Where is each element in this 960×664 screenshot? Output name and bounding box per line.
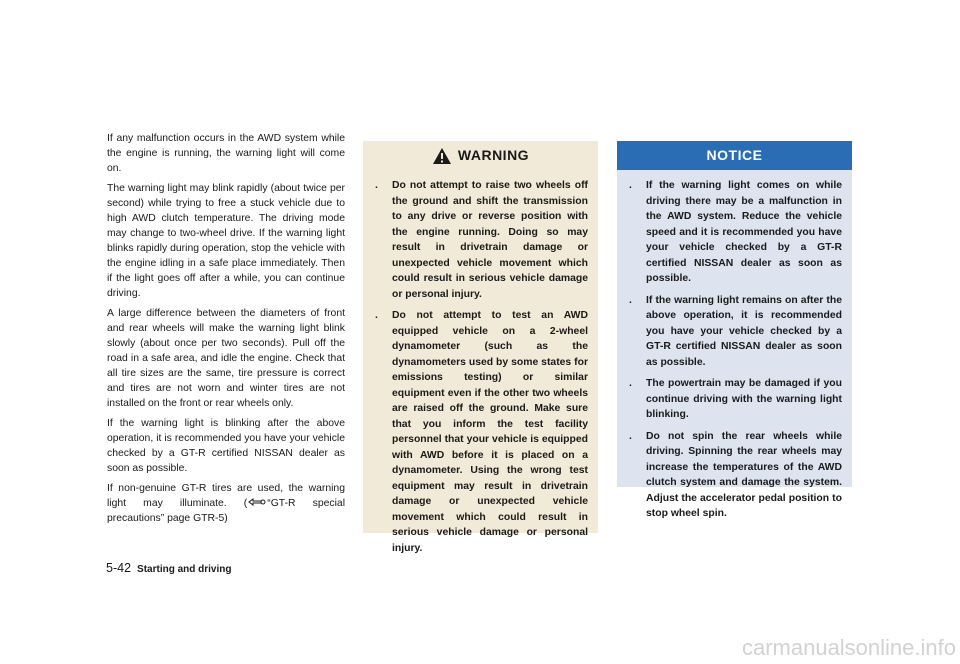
notice-title: NOTICE: [706, 146, 763, 163]
watermark: carmanualsonline.info: [741, 635, 956, 660]
body-text-column: [107, 131, 345, 531]
paragraph-malfunction: If any malfunction occurs in the AWD system while the engine is running, the warning light will come on.: [107, 133, 345, 174]
notice-box: [617, 141, 852, 519]
notice-header: [617, 141, 852, 170]
warning-item: [373, 308, 588, 556]
page-footer: [106, 561, 231, 575]
warning-item: [373, 178, 588, 302]
notice-item-text: Do not spin the rear wheels while driving. Spinning the rear wheels may increase the temperatures of the AWD clutch system and damage the system. Adjust the accelerator pedal position to stop wheel spin.: [646, 430, 842, 519]
notice-item-text: If the warning light comes on while driving there may be a malfunction in the AWD system. Reduce the vehicle speed and it is recommended you have your vehicle checked by a GT-R certified NISSAN dealer as soon as possible.: [646, 180, 842, 284]
paragraph-non-genuine-tires-text: If non-genuine GT-R tires are used, the warning light may illuminate. (: [107, 483, 345, 509]
section-title: Starting and driving: [137, 564, 232, 575]
warning-item-text: Do not attempt to test an AWD equipped vehicle on a 2-wheel dynamometer (such as the dynamometers used by some states for emissions testing) or similar equipment even if the other two wheels are raised off the ground. Make sure that you inform the test facility personnel that your vehicle is equipped with AWD before it is placed on a dynamometer. Using the wrong test equipment may result in drivetrain damage or unexpected vehicle movement which could result in serious vehicle damage or personal injury.: [392, 310, 588, 554]
notice-bullet: .: [629, 378, 632, 389]
paragraph-diameter-difference: A large difference between the diameters of front and rear wheels will make the warning light blink slowly (about once per two seconds). Pull off the road in a safe area, and idle the engine. Check that all tire sizes are the same, tire pressure is correct and tires are not worn and winter tires are not installed on the front or rear wheels only.: [107, 308, 345, 409]
warning-list: [363, 170, 598, 556]
warning-bullet: .: [375, 180, 378, 191]
warning-item-text: Do not attempt to raise two wheels off the ground and shift the transmission to any drive or reverse position with the engine running. Doing so may result in drivetrain damage or unexpected vehicle movement which could result in serious vehicle damage or personal injury.: [392, 180, 588, 300]
notice-bullet: .: [629, 430, 632, 442]
notice-item: [627, 293, 842, 371]
notice-list: [617, 170, 852, 522]
notice-bullet: .: [629, 294, 632, 306]
notice-item: [627, 376, 842, 423]
warning-bullet: .: [375, 310, 378, 321]
paragraph-blink-rapidly: The warning light may blink rapidly (about twice per second) while trying to free a stuck vehicle due to high AWD clutch temperature. The driving mode may change to two-wheel drive. If the warning light blinks rapidly during operation, stop the vehicle with the engine idling in a safe place immediately. Then if the light goes off after a while, you can continue driving.: [107, 183, 345, 299]
notice-item: [627, 178, 842, 287]
paragraph-non-genuine-tires: [107, 481, 345, 526]
warning-title: WARNING: [457, 146, 530, 163]
page-number: 5-42: [106, 561, 132, 575]
paragraph-blinking-after: If the warning light is blinking after the above operation, it is recommended you have your vehicle checked by a GT-R certified NISSAN dealer as soon as possible.: [107, 418, 345, 474]
page-reference-icon: [248, 496, 266, 508]
warning-header: [363, 141, 598, 170]
warning-triangle-icon: [432, 147, 452, 165]
notice-bullet: .: [629, 180, 632, 191]
notice-item: [627, 429, 842, 522]
paragraph-reference-text: “GT-R special precautions” page GTR-5): [107, 498, 345, 524]
notice-item-text: If the warning light remains on after the above operation, it is recommended you have your vehicle checked by a GT-R certified NISSAN dealer as soon as possible.: [646, 294, 842, 368]
notice-item-text: The powertrain may be damaged if you continue driving with the warning light blinking.: [646, 378, 842, 420]
warning-box: [363, 141, 598, 554]
